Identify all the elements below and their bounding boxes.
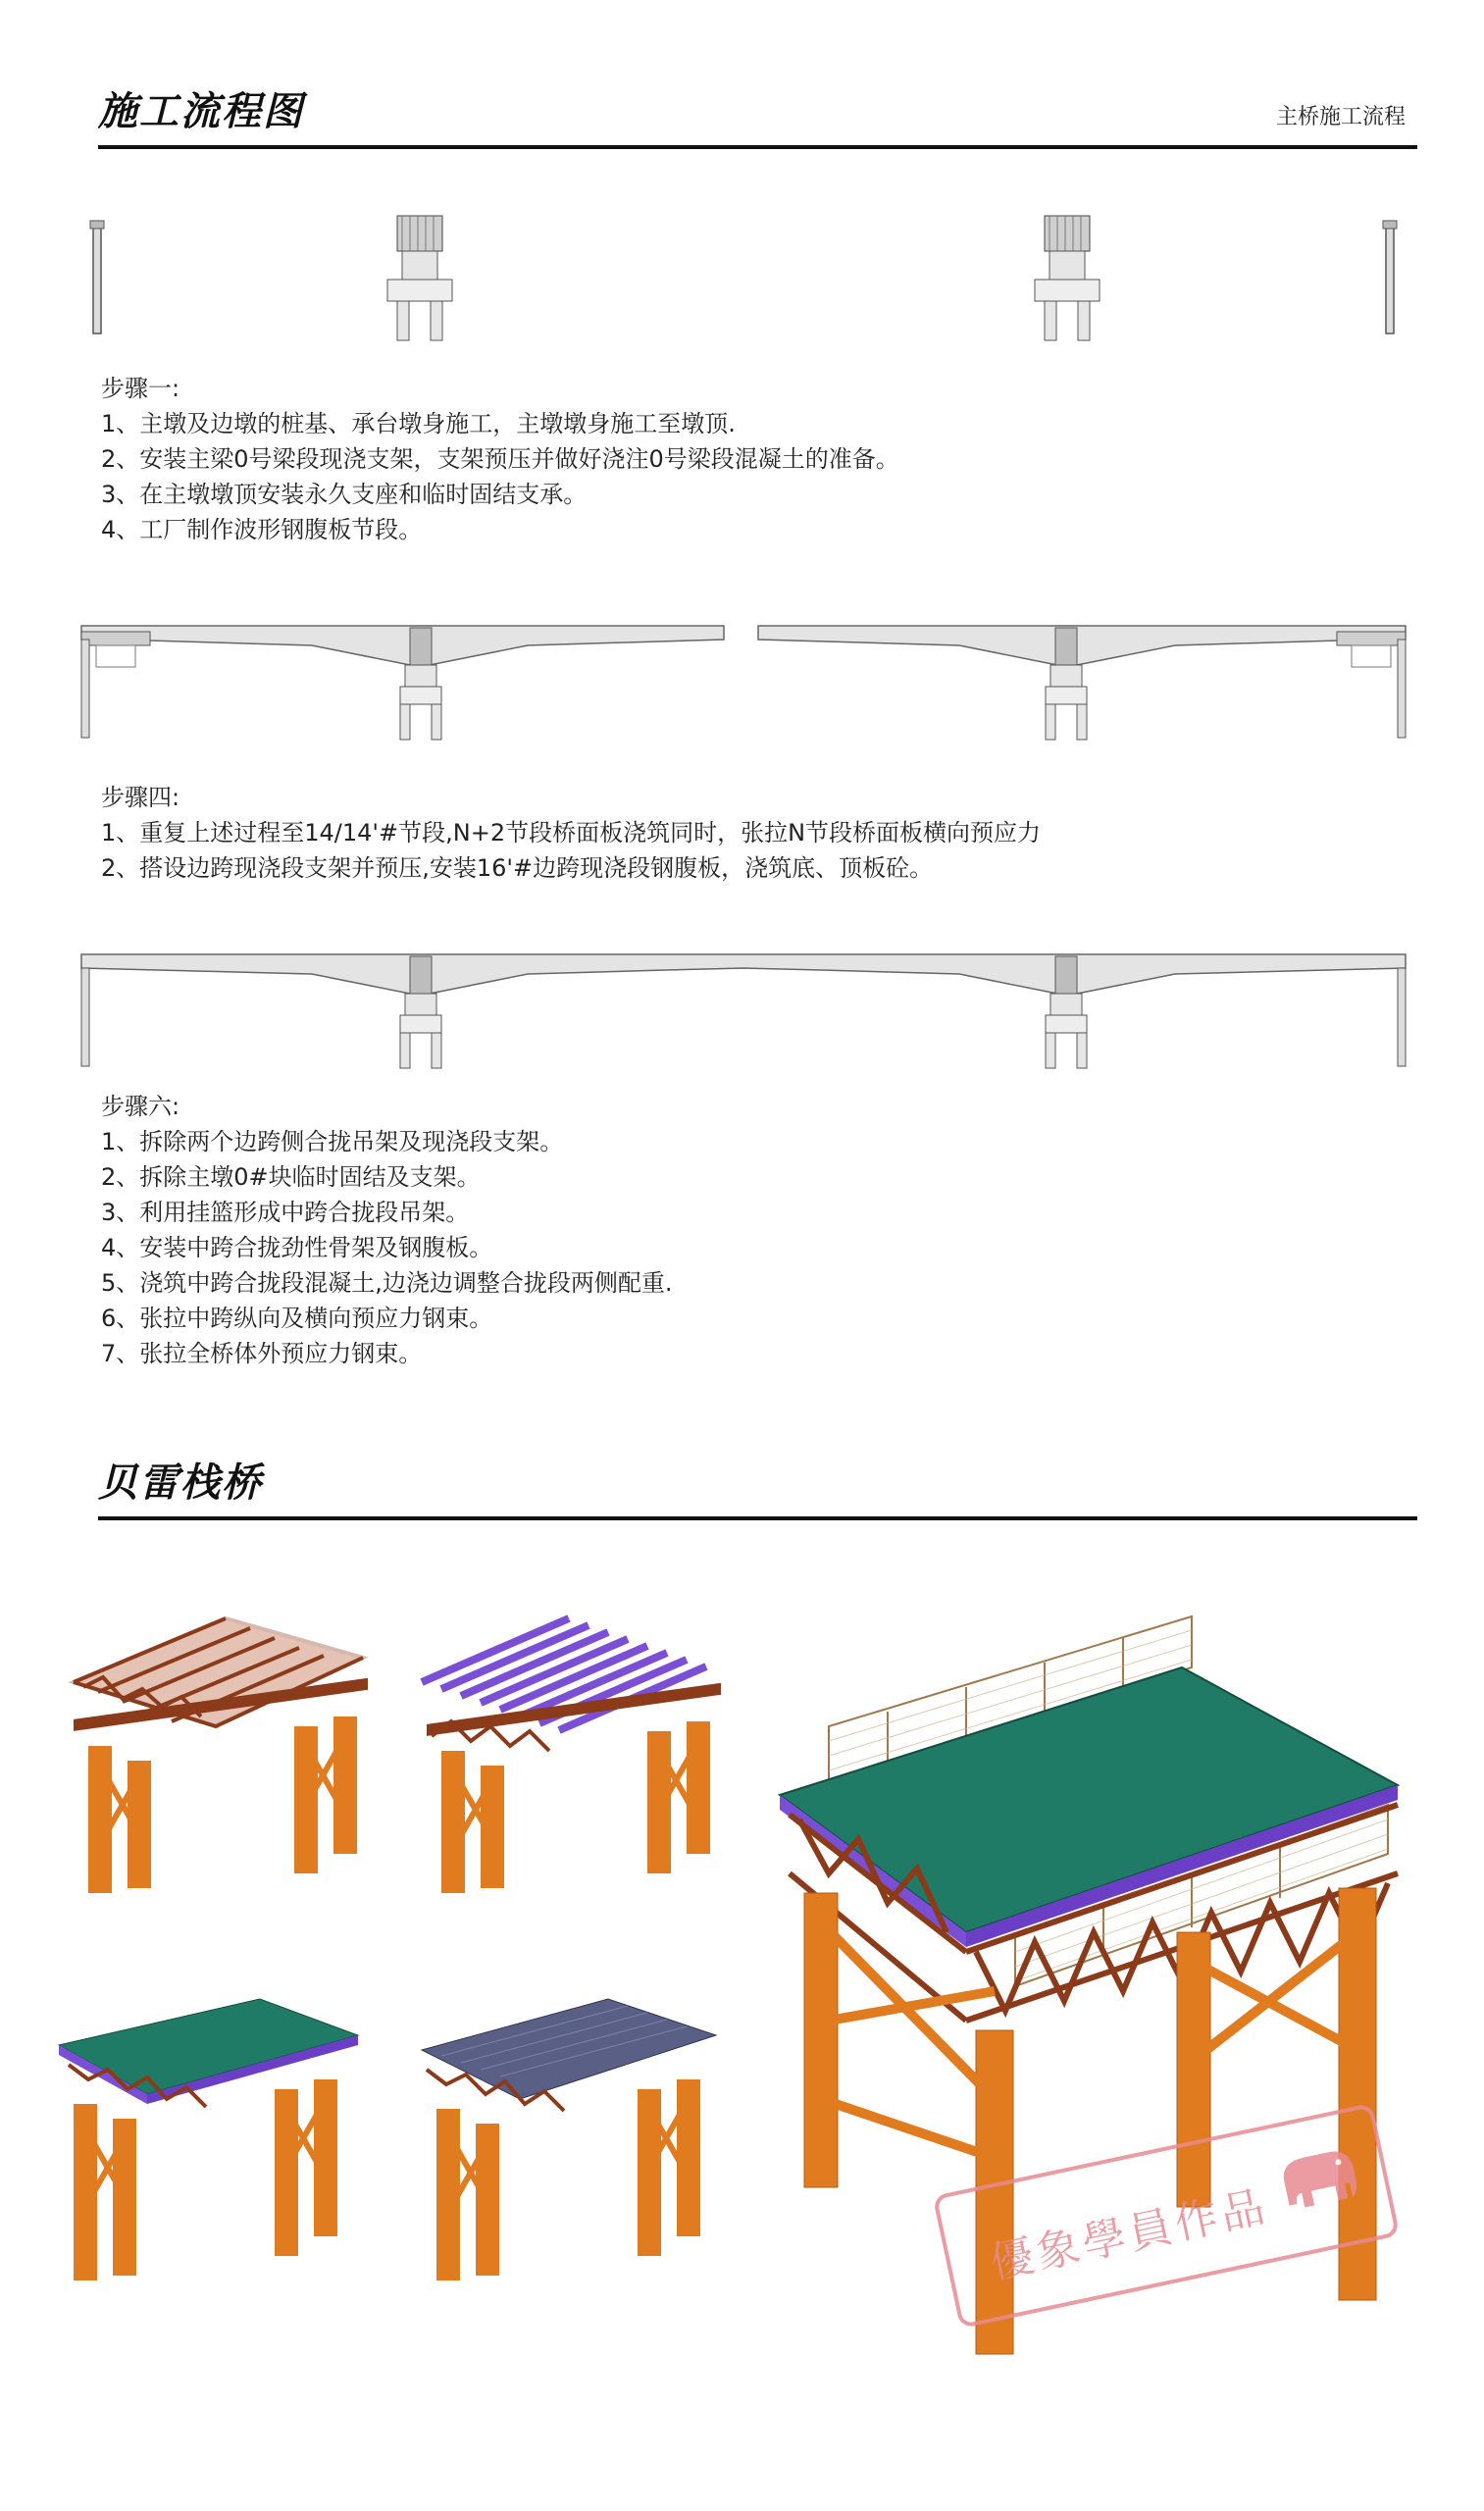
step1-line-2: 2、安装主梁0号梁段现浇支架，支架预压并做好浇注0号梁段混凝土的准备。 (101, 445, 899, 473)
stage4-drawing (77, 618, 1430, 745)
trestle-model-2 (412, 1609, 736, 1903)
step6-line-4: 4、安装中跨合拢劲性骨架及钢腹板。 (101, 1234, 493, 1261)
step1-title: 步骤一: (101, 375, 180, 402)
stage6-drawing (77, 947, 1430, 1074)
step6-text (101, 1089, 673, 1371)
step1-line-1: 1、主墩及边墩的桩基、承台墩身施工，主墩墩身施工至墩顶. (101, 410, 736, 437)
step6-line-5: 5、浇筑中跨合拢段混凝土,边浇边调整合拢段两侧配重. (101, 1269, 673, 1297)
section-title-construction: 施工流程图 (98, 89, 304, 134)
stage1-drawing (78, 201, 1432, 348)
step4-line-1: 1、重复上述过程至14/14'#节段,N+2节段桥面板浇筑同时，张拉N节段桥面板横向预应力 (101, 819, 1042, 846)
step6-line-6: 6、张拉中跨纵向及横向预应力钢束。 (101, 1305, 493, 1332)
section-subtitle: 主桥施工流程 (1275, 105, 1406, 129)
step4-line-2: 2、搭设边跨现浇段支架并预压,安装16'#边跨现浇段钢腹板，浇筑底、顶板砼。 (101, 854, 934, 882)
trestle-model-3 (54, 1991, 378, 2285)
step1-line-3: 3、在主墩墩顶安装永久支座和临时固结支承。 (101, 481, 588, 508)
watermark-text: 優象學員作品 (986, 2180, 1273, 2289)
section-divider (98, 145, 1417, 149)
step4-title: 步骤四: (101, 784, 180, 811)
step6-line-1: 1、拆除两个边跨侧合拢吊架及现浇段支架。 (101, 1128, 564, 1155)
step4-text (101, 780, 1041, 886)
side-pier-right (1383, 221, 1397, 333)
step1-text (101, 371, 899, 547)
trestle-model-4 (412, 1991, 736, 2285)
step6-title: 步骤六: (101, 1093, 180, 1120)
section-divider-2 (98, 1516, 1417, 1520)
step6-line-2: 2、拆除主墩0#块临时固结及支架。 (101, 1163, 481, 1191)
step6-line-7: 7、张拉全桥体外预应力钢束。 (101, 1340, 423, 1367)
main-pier-1 (387, 216, 452, 340)
trestle-model-1 (59, 1609, 383, 1903)
main-pier-2 (1035, 216, 1100, 340)
side-pier-left (90, 221, 104, 333)
step1-line-4: 4、工厂制作波形钢腹板节段。 (101, 516, 423, 543)
elephant-icon (1268, 2136, 1369, 2222)
step6-line-3: 3、利用挂篮形成中跨合拢段吊架。 (101, 1199, 470, 1226)
section-title-bailey-bridge: 贝雷栈桥 (98, 1460, 263, 1506)
